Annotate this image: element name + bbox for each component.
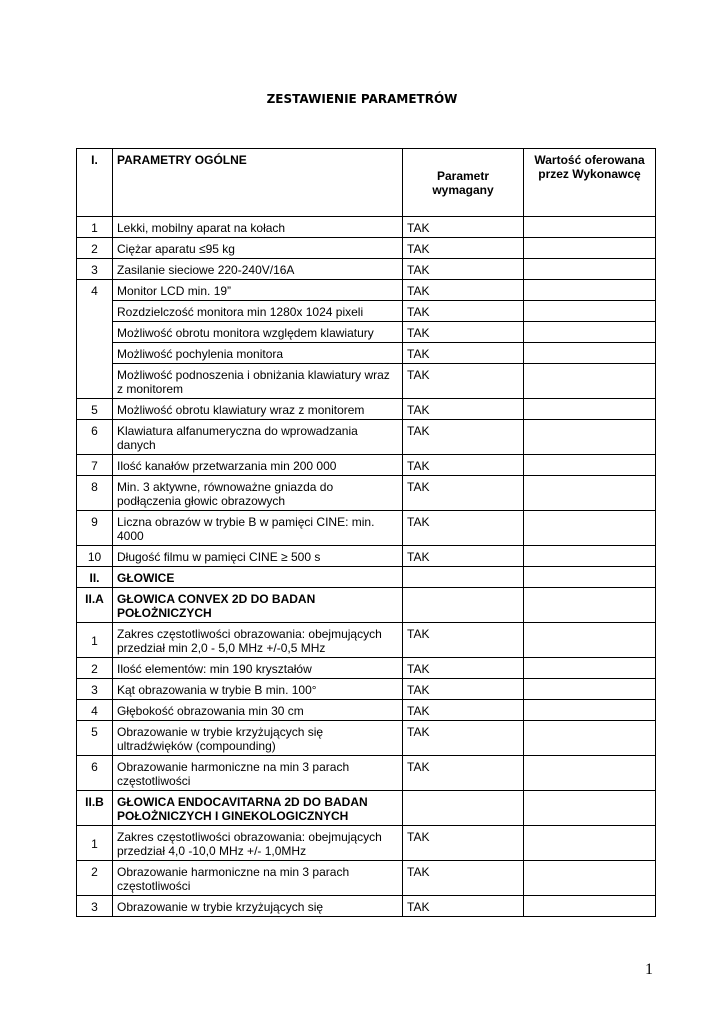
- table-row: [77, 623, 656, 658]
- row-required-value: TAK: [403, 301, 524, 322]
- row-offered-value: [524, 896, 656, 917]
- header-required-column: Parametr wymagany: [403, 149, 524, 217]
- row-parameter: Zasilanie sieciowe 220-240V/16A: [113, 259, 403, 280]
- row-offered-value: [524, 259, 656, 280]
- row-parameter: Zakres częstotliwości obrazowania: obejmujących przedział min 2,0 - 5,0 MHz +/-0,5 MHz: [113, 623, 403, 658]
- row-required-value: TAK: [403, 217, 524, 238]
- row-offered-value: [524, 567, 656, 588]
- row-offered-value: [524, 364, 656, 399]
- table-header-row: [77, 149, 656, 217]
- table-row: [77, 721, 656, 756]
- table-row: [77, 658, 656, 679]
- row-number: II.: [77, 567, 113, 588]
- table-row: [77, 861, 656, 896]
- table-row: [77, 588, 656, 623]
- row-parameter: Obrazowanie harmoniczne na min 3 parach częstotliwości: [113, 756, 403, 791]
- row-parameter: Długość filmu w pamięci CINE ≥ 500 s: [113, 546, 403, 567]
- table-row: [77, 420, 656, 455]
- row-number: 1: [77, 826, 113, 861]
- row-required-value: [403, 791, 524, 826]
- row-parameter: Kąt obrazowania w trybie B min. 100°: [113, 679, 403, 700]
- table-row: [77, 511, 656, 546]
- row-number: 2: [77, 861, 113, 896]
- row-required-value: TAK: [403, 280, 524, 301]
- table-row: [77, 217, 656, 238]
- row-number: 2: [77, 238, 113, 259]
- row-parameter: Ciężar aparatu ≤95 kg: [113, 238, 403, 259]
- row-required-value: TAK: [403, 861, 524, 896]
- table-row: [77, 280, 656, 301]
- row-required-value: [403, 588, 524, 623]
- row-number: 1: [77, 623, 113, 658]
- row-number: 9: [77, 511, 113, 546]
- row-number: 4: [77, 280, 113, 301]
- row-required-value: TAK: [403, 455, 524, 476]
- table-row: [77, 399, 656, 420]
- row-offered-value: [524, 546, 656, 567]
- row-number: 5: [77, 399, 113, 420]
- row-number: 3: [77, 259, 113, 280]
- row-number: 6: [77, 756, 113, 791]
- row-offered-value: [524, 455, 656, 476]
- row-parameter: Monitor LCD min. 19”: [113, 280, 403, 301]
- row-parameter: Obrazowanie w trybie krzyżujących się: [113, 896, 403, 917]
- row-number: 2: [77, 658, 113, 679]
- row-number: 5: [77, 721, 113, 756]
- row-required-value: TAK: [403, 322, 524, 343]
- header-section-no: I.: [77, 149, 113, 217]
- row-number: 1: [77, 217, 113, 238]
- row-parameter: Ilość elementów: min 190 kryształów: [113, 658, 403, 679]
- row-parameter: Zakres częstotliwości obrazowania: obejmujących przedział 4,0 -10,0 MHz +/- 1,0MHz: [113, 826, 403, 861]
- row-required-value: TAK: [403, 399, 524, 420]
- row-required-value: TAK: [403, 238, 524, 259]
- table-row: [77, 343, 656, 364]
- row-offered-value: [524, 399, 656, 420]
- row-parameter: Możliwość obrotu klawiatury wraz z monitorem: [113, 399, 403, 420]
- table-row: [77, 455, 656, 476]
- row-parameter: Liczna obrazów w trybie B w pamięci CINE: min. 4000: [113, 511, 403, 546]
- table-row: [77, 238, 656, 259]
- row-offered-value: [524, 238, 656, 259]
- row-offered-value: [524, 658, 656, 679]
- row-parameter: Obrazowanie harmoniczne na min 3 parach częstotliwości: [113, 861, 403, 896]
- row-required-value: [403, 567, 524, 588]
- table-row: [77, 322, 656, 343]
- row-number: [77, 322, 113, 343]
- row-offered-value: [524, 700, 656, 721]
- row-required-value: TAK: [403, 826, 524, 861]
- row-parameter: GŁOWICE: [113, 567, 403, 588]
- table-row: [77, 546, 656, 567]
- row-required-value: TAK: [403, 658, 524, 679]
- row-required-value: TAK: [403, 679, 524, 700]
- table-row: [77, 476, 656, 511]
- row-offered-value: [524, 420, 656, 455]
- table-row: [77, 364, 656, 399]
- row-number: 6: [77, 420, 113, 455]
- row-number: [77, 301, 113, 322]
- row-parameter: Możliwość obrotu monitora względem klawiatury: [113, 322, 403, 343]
- document-title: ZESTAWIENIE PARAMETRÓW: [266, 92, 458, 106]
- row-required-value: TAK: [403, 511, 524, 546]
- row-parameter: GŁOWICA ENDOCAVITARNA 2D DO BADAN POŁOŻNICZYCH I GINEKOLOGICZNYCH: [113, 791, 403, 826]
- row-offered-value: [524, 721, 656, 756]
- table-row: [77, 756, 656, 791]
- row-offered-value: [524, 322, 656, 343]
- table-row: [77, 301, 656, 322]
- row-required-value: TAK: [403, 364, 524, 399]
- row-required-value: TAK: [403, 343, 524, 364]
- row-offered-value: [524, 623, 656, 658]
- row-number: 3: [77, 679, 113, 700]
- table-row: [77, 826, 656, 861]
- row-number: 7: [77, 455, 113, 476]
- row-parameter: Ilość kanałów przetwarzania min 200 000: [113, 455, 403, 476]
- row-required-value: TAK: [403, 896, 524, 917]
- row-offered-value: [524, 343, 656, 364]
- row-offered-value: [524, 476, 656, 511]
- row-required-value: TAK: [403, 700, 524, 721]
- row-offered-value: [524, 791, 656, 826]
- row-number: 10: [77, 546, 113, 567]
- page-number: 1: [645, 961, 653, 978]
- row-parameter: Obrazowanie w trybie krzyżujących się ultradźwięków (compounding): [113, 721, 403, 756]
- row-offered-value: [524, 217, 656, 238]
- row-required-value: TAK: [403, 623, 524, 658]
- row-offered-value: [524, 588, 656, 623]
- table-row: [77, 791, 656, 826]
- table-row: [77, 679, 656, 700]
- row-required-value: TAK: [403, 721, 524, 756]
- row-parameter: Lekki, mobilny aparat na kołach: [113, 217, 403, 238]
- row-required-value: TAK: [403, 476, 524, 511]
- row-number: 8: [77, 476, 113, 511]
- parameters-table: [76, 148, 656, 917]
- row-offered-value: [524, 679, 656, 700]
- row-required-value: TAK: [403, 259, 524, 280]
- row-number: 4: [77, 700, 113, 721]
- row-parameter: Klawiatura alfanumeryczna do wprowadzania danych: [113, 420, 403, 455]
- parameter-rows: [77, 217, 656, 917]
- row-number: 3: [77, 896, 113, 917]
- row-offered-value: [524, 861, 656, 896]
- row-offered-value: [524, 826, 656, 861]
- row-parameter: Głębokość obrazowania min 30 cm: [113, 700, 403, 721]
- row-parameter: Możliwość podnoszenia i obniżania klawiatury wraz z monitorem: [113, 364, 403, 399]
- row-number: II.A: [77, 588, 113, 623]
- table-row: [77, 896, 656, 917]
- row-required-value: TAK: [403, 546, 524, 567]
- row-offered-value: [524, 280, 656, 301]
- row-parameter: Min. 3 aktywne, równoważne gniazda do podłączenia głowic obrazowych: [113, 476, 403, 511]
- header-offered-column: Wartość oferowana przez Wykonawcę: [524, 149, 656, 217]
- row-number: [77, 343, 113, 364]
- row-offered-value: [524, 756, 656, 791]
- row-required-value: TAK: [403, 756, 524, 791]
- row-number: [77, 364, 113, 399]
- row-parameter: GŁOWICA CONVEX 2D DO BADAN POŁOŻNICZYCH: [113, 588, 403, 623]
- header-section-title: PARAMETRY OGÓLNE: [113, 149, 403, 217]
- table-row: [77, 567, 656, 588]
- row-offered-value: [524, 301, 656, 322]
- row-offered-value: [524, 511, 656, 546]
- row-number: II.B: [77, 791, 113, 826]
- row-required-value: TAK: [403, 420, 524, 455]
- table-row: [77, 700, 656, 721]
- table-row: [77, 259, 656, 280]
- row-parameter: Możliwość pochylenia monitora: [113, 343, 403, 364]
- row-parameter: Rozdzielczość monitora min 1280x 1024 pixeli: [113, 301, 403, 322]
